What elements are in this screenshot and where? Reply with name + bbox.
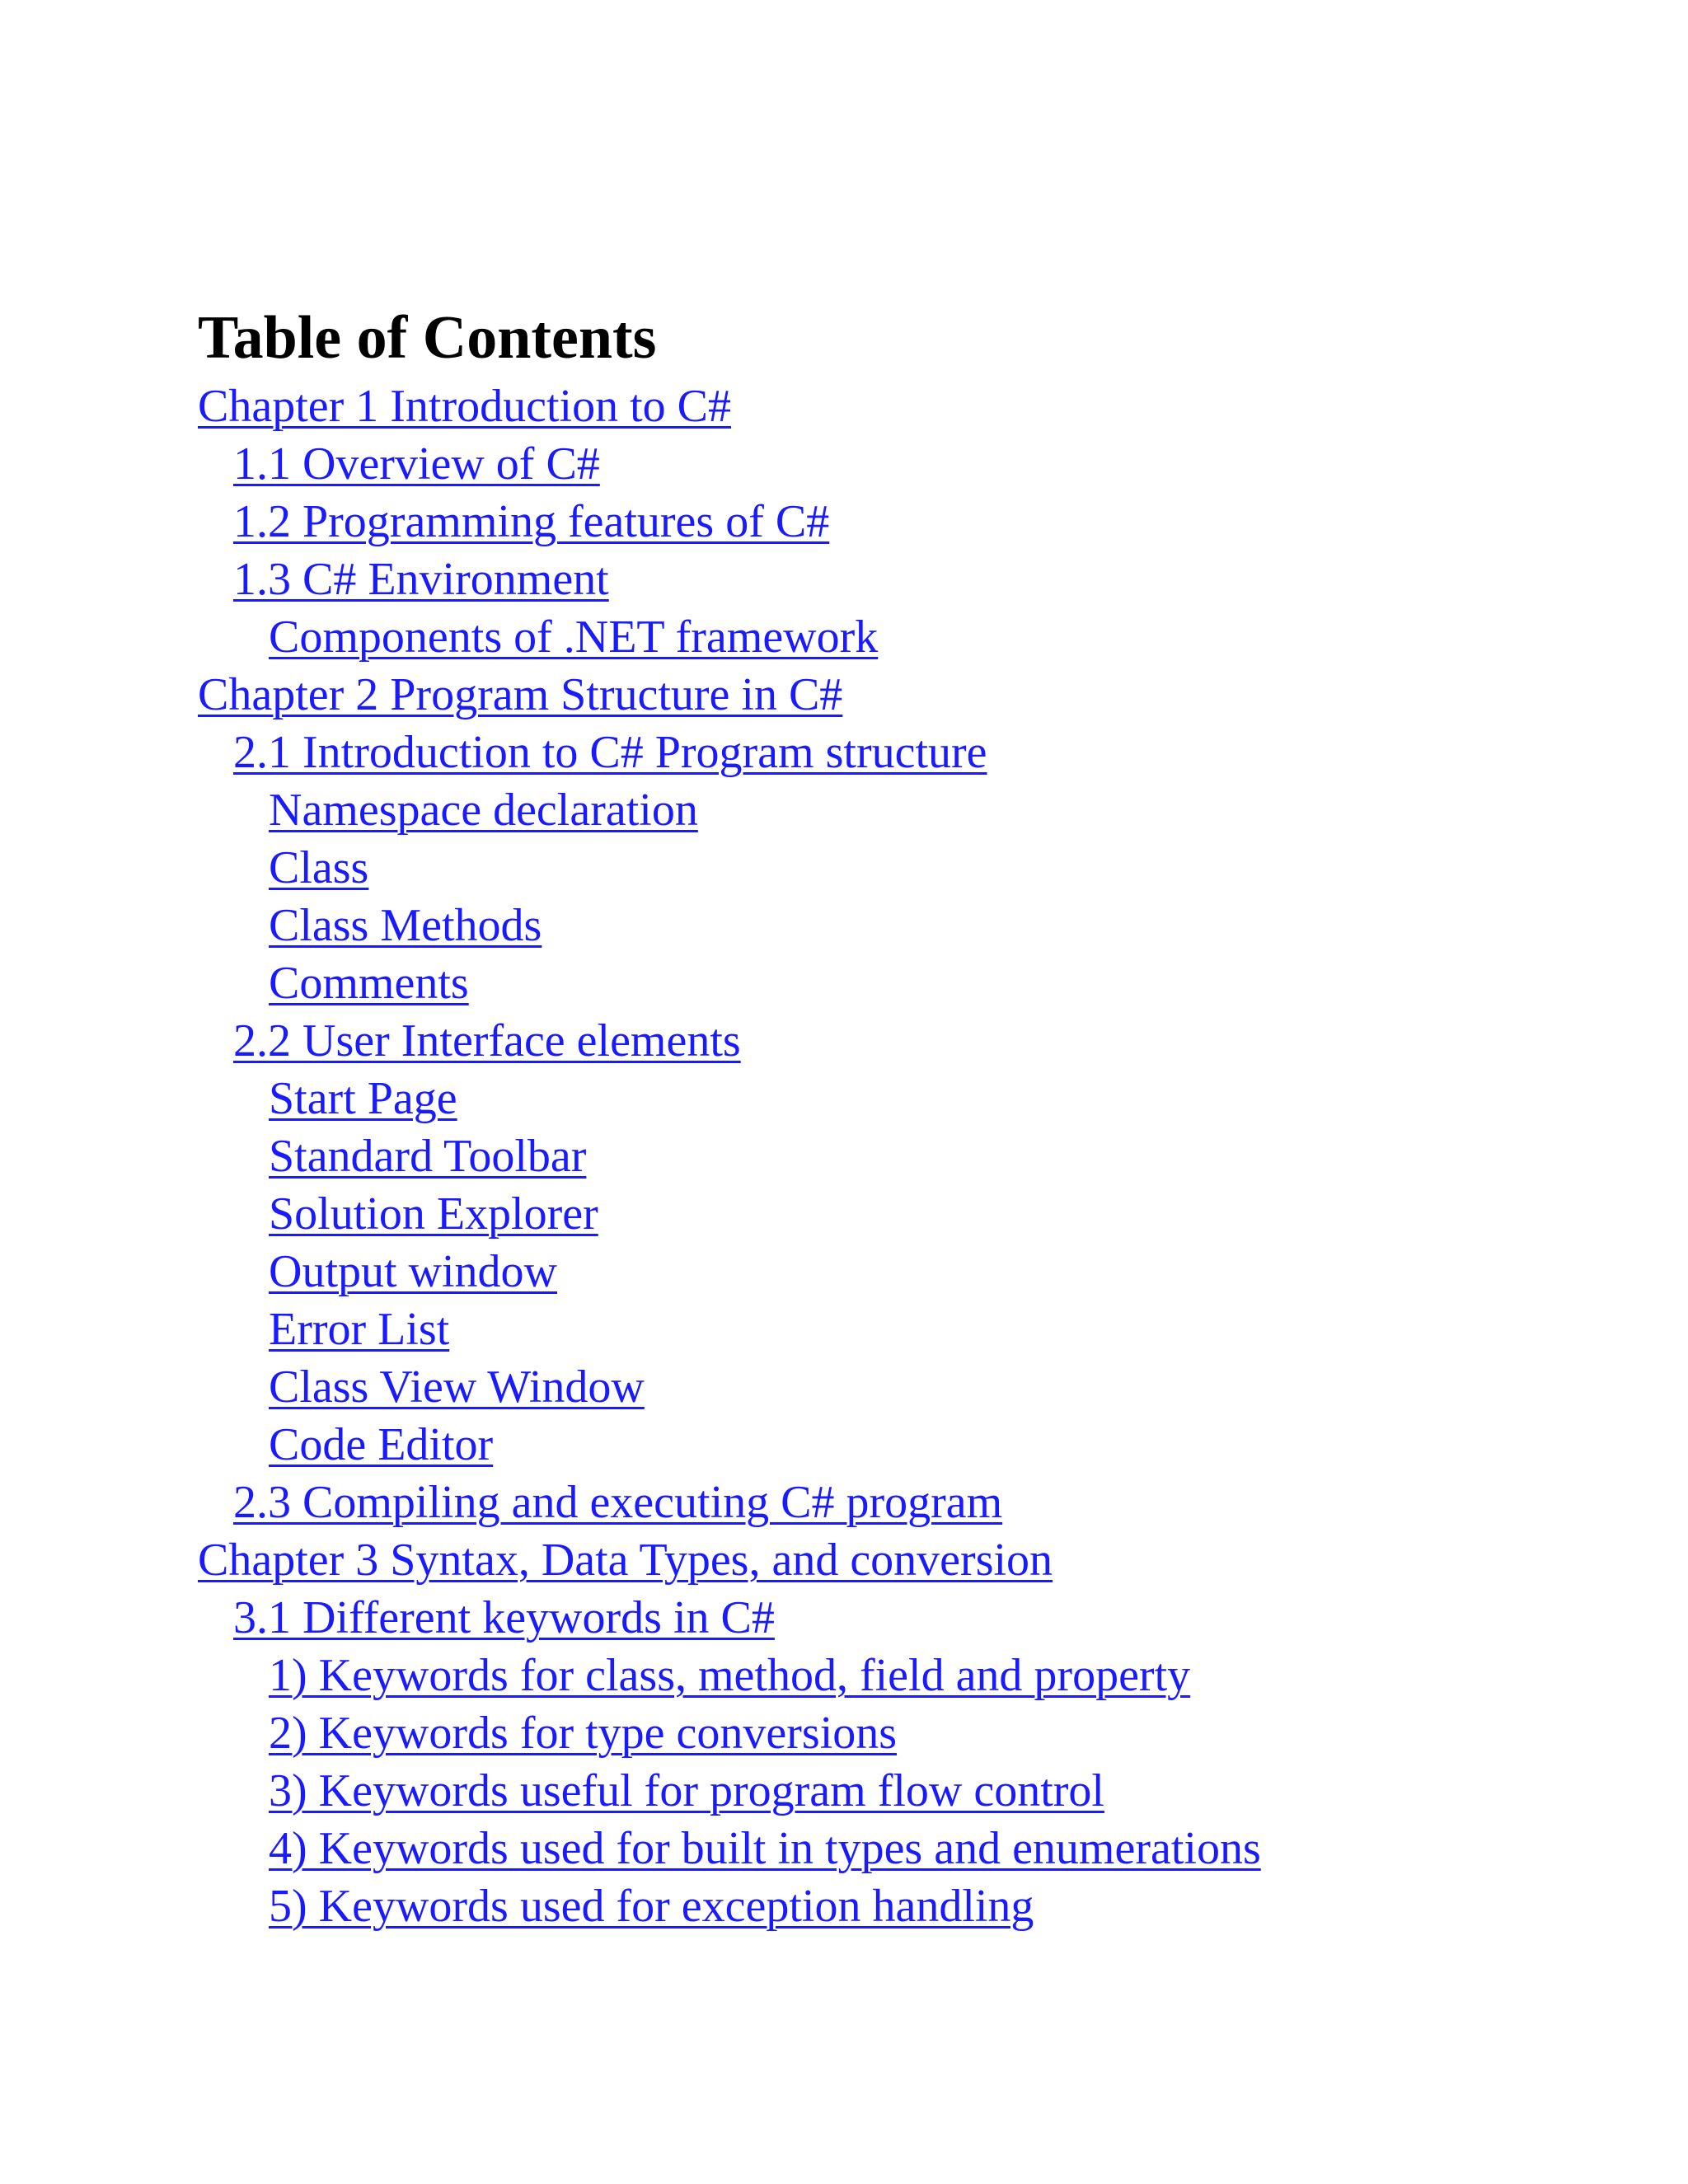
toc-link[interactable]: Comments (269, 958, 469, 1009)
toc-link[interactable]: 2.3 Compiling and executing C# program (233, 1477, 1003, 1528)
toc-entry (198, 377, 1648, 435)
toc-link[interactable]: Standard Toolbar (269, 1131, 587, 1182)
toc-entry (198, 1416, 1648, 1474)
toc-link[interactable]: 2.2 User Interface elements (233, 1015, 741, 1066)
toc-entry (198, 1243, 1648, 1301)
toc-entry (198, 1127, 1648, 1185)
toc-entry (198, 1474, 1648, 1531)
toc-entry (198, 1877, 1648, 1935)
toc-entry (198, 1012, 1648, 1070)
toc-entry (198, 1301, 1648, 1358)
toc-link[interactable]: Error List (269, 1304, 450, 1355)
toc-entry (198, 608, 1648, 666)
toc-entry (198, 1531, 1648, 1589)
toc-entry (198, 551, 1648, 608)
toc-entry (198, 435, 1648, 493)
toc-link[interactable]: 3) Keywords useful for program flow control (269, 1765, 1104, 1816)
toc-entry (198, 781, 1648, 839)
toc-link[interactable]: 1) Keywords for class, method, field and property (269, 1650, 1191, 1701)
toc-link[interactable]: Namespace declaration (269, 785, 698, 836)
toc-entry (198, 897, 1648, 954)
toc-entry (198, 1589, 1648, 1647)
toc-entry (198, 493, 1648, 551)
toc-link[interactable]: Start Page (269, 1073, 457, 1124)
toc-entry (198, 954, 1648, 1012)
toc-entry (198, 1704, 1648, 1762)
toc-link[interactable]: 1.2 Programming features of C# (233, 496, 830, 547)
toc-entry (198, 724, 1648, 781)
toc-entry (198, 1647, 1648, 1704)
toc-link[interactable]: 4) Keywords used for built in types and enumerations (269, 1823, 1261, 1874)
table-of-contents (198, 303, 1648, 1935)
toc-link[interactable]: 1.1 Overview of C# (233, 438, 600, 490)
toc-link[interactable]: Output window (269, 1246, 557, 1297)
toc-link[interactable]: Solution Explorer (269, 1188, 598, 1240)
toc-entry (198, 1185, 1648, 1243)
toc-entry (198, 1820, 1648, 1877)
toc-link[interactable]: Chapter 1 Introduction to C# (198, 381, 732, 432)
toc-link[interactable]: 5) Keywords used for exception handling (269, 1881, 1034, 1932)
toc-link[interactable]: Chapter 2 Program Structure in C# (198, 669, 843, 720)
toc-entry (198, 1762, 1648, 1820)
toc-link[interactable]: Class (269, 842, 369, 893)
toc-list (198, 377, 1648, 1935)
toc-link[interactable]: 1.3 C# Environment (233, 554, 609, 605)
toc-link[interactable]: 2.1 Introduction to C# Program structure (233, 727, 987, 778)
toc-link[interactable]: Class View Window (269, 1361, 645, 1413)
toc-link[interactable]: 3.1 Different keywords in C# (233, 1592, 775, 1643)
toc-link[interactable]: Chapter 3 Syntax, Data Types, and conversion (198, 1535, 1053, 1586)
toc-title: Table of Contents (198, 304, 657, 372)
toc-entry (198, 1358, 1648, 1416)
toc-entry (198, 1070, 1648, 1127)
toc-link[interactable]: Class Methods (269, 900, 542, 951)
toc-entry (198, 666, 1648, 724)
toc-link[interactable]: 2) Keywords for type conversions (269, 1708, 898, 1759)
toc-link[interactable]: Components of .NET framework (269, 612, 879, 663)
toc-entry (198, 839, 1648, 897)
toc-link[interactable]: Code Editor (269, 1419, 494, 1470)
